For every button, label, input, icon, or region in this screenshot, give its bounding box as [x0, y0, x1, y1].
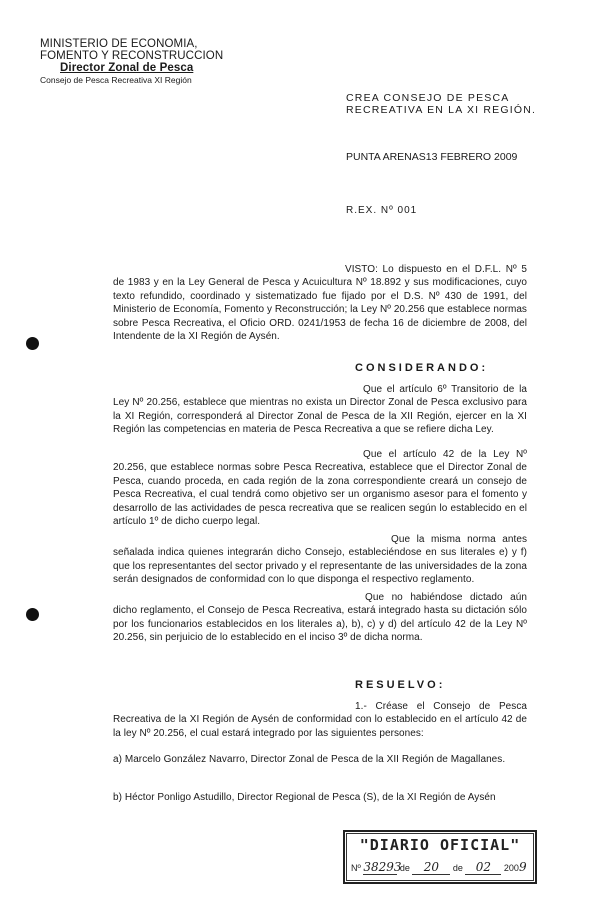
title-line-1: CREA CONSEJO DE PESCA: [346, 92, 510, 104]
visto-paragraph: VISTO: Lo dispuesto en el D.F.L. Nº 5 de 1983 y en la Ley General de Pesca y Acuicultura Nº 18.892 y sus modificaciones, cuyo texto refundido, coordinado y sistematizado fue fijado por el D.S. Nº 430 de 1991, del Ministerio de Economía, Fomento y Reconstrucción; la Ley Nº 20.256 que establece normas sobre Pesca Recreativa, el Oficio ORD. 0241/1953 de fecha 16 de diciembre de 2008, del Intendente de la XI Región de Aysén.: [113, 264, 527, 343]
stamp-year-prefix: 200: [503, 863, 519, 873]
place-date: PUNTA ARENAS13 FEBRERO 2009: [346, 151, 518, 163]
member-item-a: a) Marcelo González Navarro, Director Zonal de Pesca de la XII Región de Magallanes.: [113, 754, 506, 765]
stamp-de-1: de: [399, 863, 410, 873]
resolution-title: [346, 92, 536, 116]
stamp-number: 38293: [363, 860, 402, 874]
considerando-paragraph-3: Que la misma norma antes señalada indica quienes integrarán dicho Consejo, estableciéndose en sus literales e) y f) que los representantes del sector privado y el representante de las universidades de la zona serán designados de conformidad con lo que disponga el respectivo reglamento.: [113, 534, 527, 586]
resolution-number: R.EX. Nº 001: [346, 205, 418, 216]
stamp-day: 20: [412, 860, 450, 875]
ministry-line-1: MINISTERIO DE ECONOMIA,: [40, 38, 198, 50]
stamp-title: "DIARIO OFICIAL": [359, 836, 521, 854]
resuelvo-paragraph-1: 1.- Créase el Consejo de Pesca Recreativa de la XI Región de Aysén de conformidad con lo establecido en el artículo 42 de la ley Nº 20.256, el cual estará integrado por las siguientes persones:: [113, 701, 527, 739]
stamp-de-2: de: [452, 863, 463, 873]
ministry-line-2: FOMENTO Y RECONSTRUCCION: [40, 50, 224, 62]
resuelvo-heading: RESUELVO:: [355, 679, 446, 691]
considerando-paragraph-2: Que el artículo 42 de la Ley Nº 20.256, que establece normas sobre Pesca Recreativa, establece que el Director Zonal de Pesca, cuando proceda, en cada región de la zona correspondiente creará un consejo de Pesca Recreativa, el cual tendrá como objetivo ser un organismo asesor para el fomento y desarrollo de las actividades de pesca recreativa que se realicen según lo establecido en el artículo 1º de dicho cuerpo legal.: [113, 449, 527, 528]
punch-hole: [26, 337, 39, 350]
director-zonal-label: Director Zonal de Pesca: [60, 62, 194, 74]
council-subtitle: Consejo de Pesca Recreativa XI Región: [40, 75, 192, 85]
considerando-heading: CONSIDERANDO:: [355, 362, 489, 374]
stamp-publication-line: [351, 860, 527, 875]
member-item-b: b) Héctor Ponligo Astudillo, Director Regional de Pesca (S), de la XI Región de Aysén: [113, 792, 496, 803]
considerando-paragraph-4: Que no habiéndose dictado aún dicho reglamento, el Consejo de Pesca Recreativa, estará integrado hasta su dictación sólo por los funcionarios establecidos en los literales a), b), c) y d) del artículo 42 de la Ley Nº 20.256, sin perjuicio de lo establecido en el inciso 3º de dicha norma.: [113, 592, 527, 644]
punch-hole: [26, 608, 39, 621]
stamp-number-prefix: Nº: [351, 863, 361, 873]
stamp-month: 02: [465, 860, 501, 875]
considerando-paragraph-1: Que el artículo 6º Transitorio de la Ley Nº 20.256, establece que mientras no exista un Director Zonal de Pesca exclusivo para la XI Región, corresponderá al Director Zonal de Pesca de la XII Región, ejercer en la XI Región las competencias en materia de Pesca Recreativa a que se refiere dicha Ley.: [113, 384, 527, 436]
title-line-2: RECREATIVA EN LA XI REGIÓN.: [346, 104, 537, 116]
stamp-year-digit: 9: [518, 860, 527, 874]
diario-oficial-stamp: [343, 830, 537, 884]
